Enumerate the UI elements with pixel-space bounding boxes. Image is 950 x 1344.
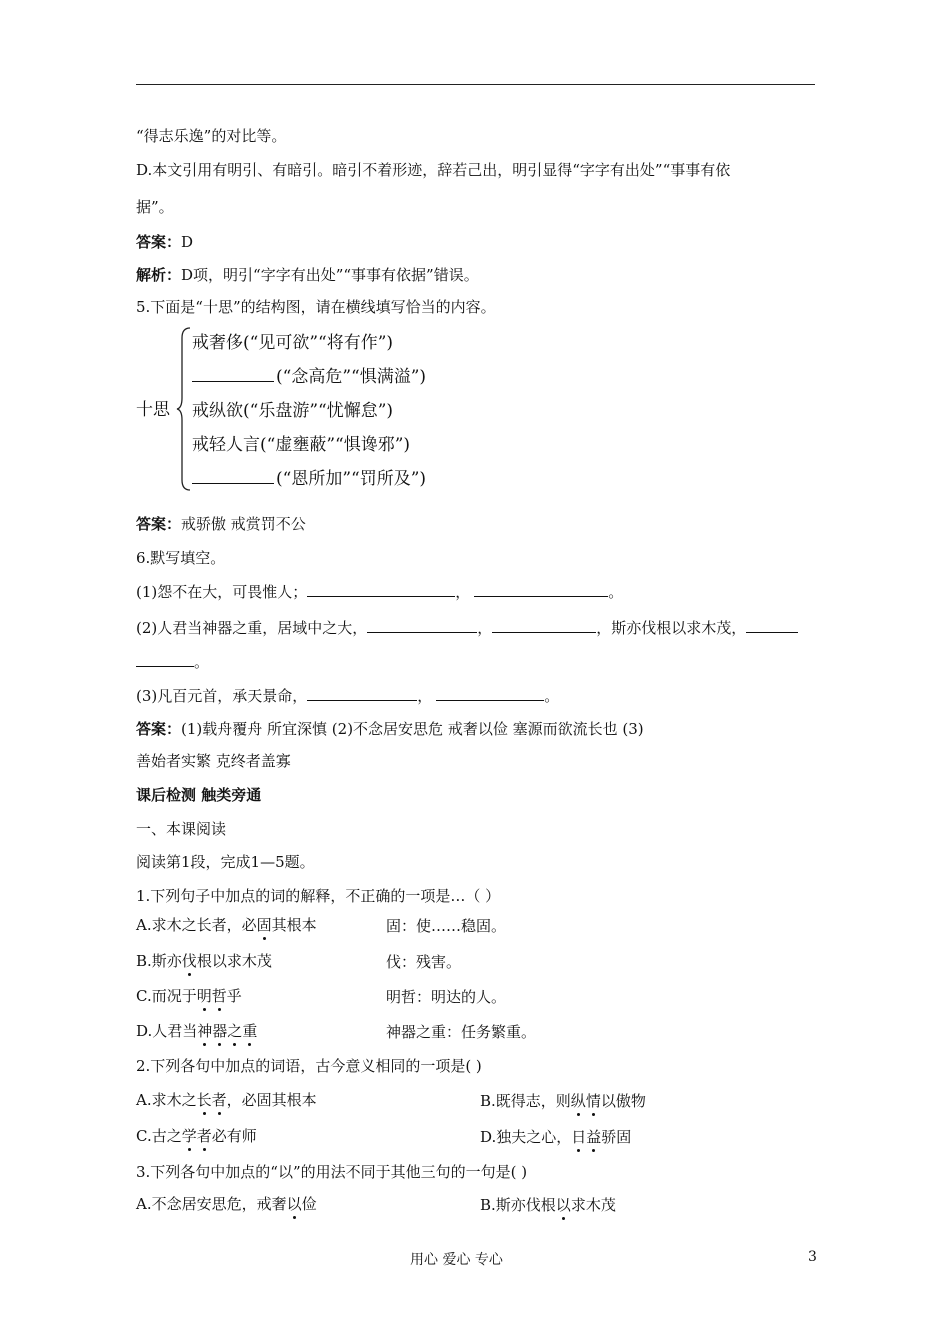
fill-blank[interactable] [367,618,477,633]
dotted-word: 伐 [181,952,197,970]
fill-blank[interactable] [307,686,417,701]
diagram-row-3: 戒纵欲(“乐盘游”“忧懈怠”) [192,401,394,421]
dotted-word: 纵 [570,1092,586,1110]
answer-line [136,719,644,739]
diagram-row-2 [192,362,426,387]
q1-option-a-explanation: 固：使……稳固。 [386,917,507,935]
diagram-row-2-text: (“念高危”“惧满溢”) [276,367,427,387]
question-6-1 [136,582,623,602]
dotted-word: 以 [286,1195,302,1213]
section-title: 课后检测 触类旁通 [136,786,262,804]
q6-3-text: (3)凡百元首，承天景命， [136,687,308,705]
q6-2-comma: ， [477,619,493,637]
answer-label: 答案： [136,515,182,533]
question-3: 3.下列各句中加点的“以”的用法不同于其他三句的一句是( ) [136,1163,528,1181]
fill-blank[interactable] [136,652,194,667]
q6-2-period: 。 [194,653,210,671]
question-6-2-cont [136,652,209,672]
q6-1-period: 。 [608,583,624,601]
q6-3-period: 。 [544,687,560,705]
footer-motto: 用心 爱心 专心 [410,1252,503,1268]
fill-blank[interactable] [492,618,596,633]
text-line: D.本文引用有明引、有暗引。暗引不着形迹，辞若己出，明引显得“字字有出处”“事事有依 [136,161,731,179]
question-2: 2.下列各句中加点的词语，古今意义相同的一项是( ) [136,1057,482,1075]
diagram-root-label: 十思 [136,400,170,420]
question-1: 1.下列句子中加点的词的解释，不正确的一项是…（ ） [136,887,501,905]
page-number: 3 [808,1249,817,1265]
dotted-word: 神 [197,1022,213,1040]
header-rule [136,84,815,85]
q2-option-a[interactable]: A.求木之长者，必固其根本 [136,1091,317,1109]
q1-option-a[interactable]: A.求木之长者，必固其根本 [136,916,317,934]
dotted-word: 益 [586,1128,602,1146]
q1-option-c-explanation: 明哲：明达的人。 [386,988,507,1006]
dotted-word: 者 [211,1091,227,1109]
q6-2-text-2: ，斯亦伐根以求木茂， [596,619,747,637]
dotted-word: 以 [555,1196,571,1214]
fill-blank[interactable] [192,467,274,484]
explanation-label: 解析： [136,266,182,284]
dotted-word: 之 [227,1022,243,1040]
dotted-word: 日 [571,1128,587,1146]
answer-line-cont: 善始者实繁 克终者盖寡 [136,752,291,770]
q1-option-d[interactable]: D.人君当神器之重 [136,1022,258,1040]
fill-blank[interactable] [307,582,455,597]
answer-label: 答案： [136,720,182,738]
fill-blank[interactable] [436,686,544,701]
shisi-structure-diagram [136,326,466,492]
answer-label: 答案： [136,233,182,251]
dotted-word: 者 [196,1127,212,1145]
q6-1-comma: ， [455,583,471,601]
text-line: “得志乐逸”的对比等。 [136,127,287,145]
fill-blank[interactable] [746,618,798,633]
dotted-word: 固 [256,916,272,934]
question-6-3 [136,686,559,706]
question-5: 5.下面是“十思”的结构图，请在横线填写恰当的内容。 [136,298,496,316]
dotted-word: 器 [212,1022,228,1040]
explanation-line [136,265,479,285]
q1-option-c[interactable]: C.而况于明哲乎 [136,987,242,1005]
diagram-row-1: 戒奢侈(“见可欲”“将有作”) [192,333,394,353]
answer-text: (1)载舟覆舟 所宜深慎 (2)不念居安思危 戒奢以俭 塞源而欲流长也 (3) [181,720,644,738]
dotted-word: 明 [196,987,212,1005]
diagram-row-5-text: (“恩所加”“罚所及”) [276,469,427,489]
fill-blank[interactable] [474,582,608,597]
q1-option-b[interactable]: B.斯亦伐根以求木茂 [136,952,272,970]
diagram-row-4: 戒轻人言(“虚壅蔽”“惧谗邪”) [192,435,411,455]
section-heading: 一、本课阅读 [136,820,227,838]
q2-option-b[interactable]: B.既得志，则纵情以傲物 [480,1092,646,1110]
q6-2-text: (2)人君当神器之重，居域中之大， [136,619,368,637]
reading-instruction: 阅读第1段，完成1—5题。 [136,853,315,871]
q6-3-comma: ， [417,687,433,705]
dotted-word: 哲 [211,987,227,1005]
answer-line [136,514,306,534]
dotted-word: 情 [585,1092,601,1110]
brace-icon [176,326,192,492]
text-line: 据”。 [136,198,174,216]
explanation-text: D项，明引“字字有出处”“事事有依据”错误。 [181,266,479,284]
q1-option-d-explanation: 神器之重：任务繁重。 [386,1023,537,1041]
dotted-word: 重 [242,1022,258,1040]
q2-option-d[interactable]: D.独夫之心，日益骄固 [480,1128,632,1146]
q1-option-b-explanation: 伐：残害。 [386,953,462,971]
dotted-word: 长 [196,1091,212,1109]
question-6: 6.默写填空。 [136,549,226,567]
q2-option-c[interactable]: C.古之学者必有师 [136,1127,257,1145]
q6-1-text: (1)怨不在大，可畏惟人； [136,583,308,601]
answer-text: 戒骄傲 戒赏罚不公 [181,515,306,533]
dotted-word: 学 [181,1127,197,1145]
answer-text: D [181,233,194,251]
question-6-2 [136,618,798,638]
answer-line [136,232,193,252]
diagram-row-5 [192,464,426,489]
fill-blank[interactable] [192,365,274,382]
q3-option-a[interactable]: A.不念居安思危，戒奢以俭 [136,1195,317,1213]
q3-option-b[interactable]: B.斯亦伐根以求木茂 [480,1196,616,1214]
